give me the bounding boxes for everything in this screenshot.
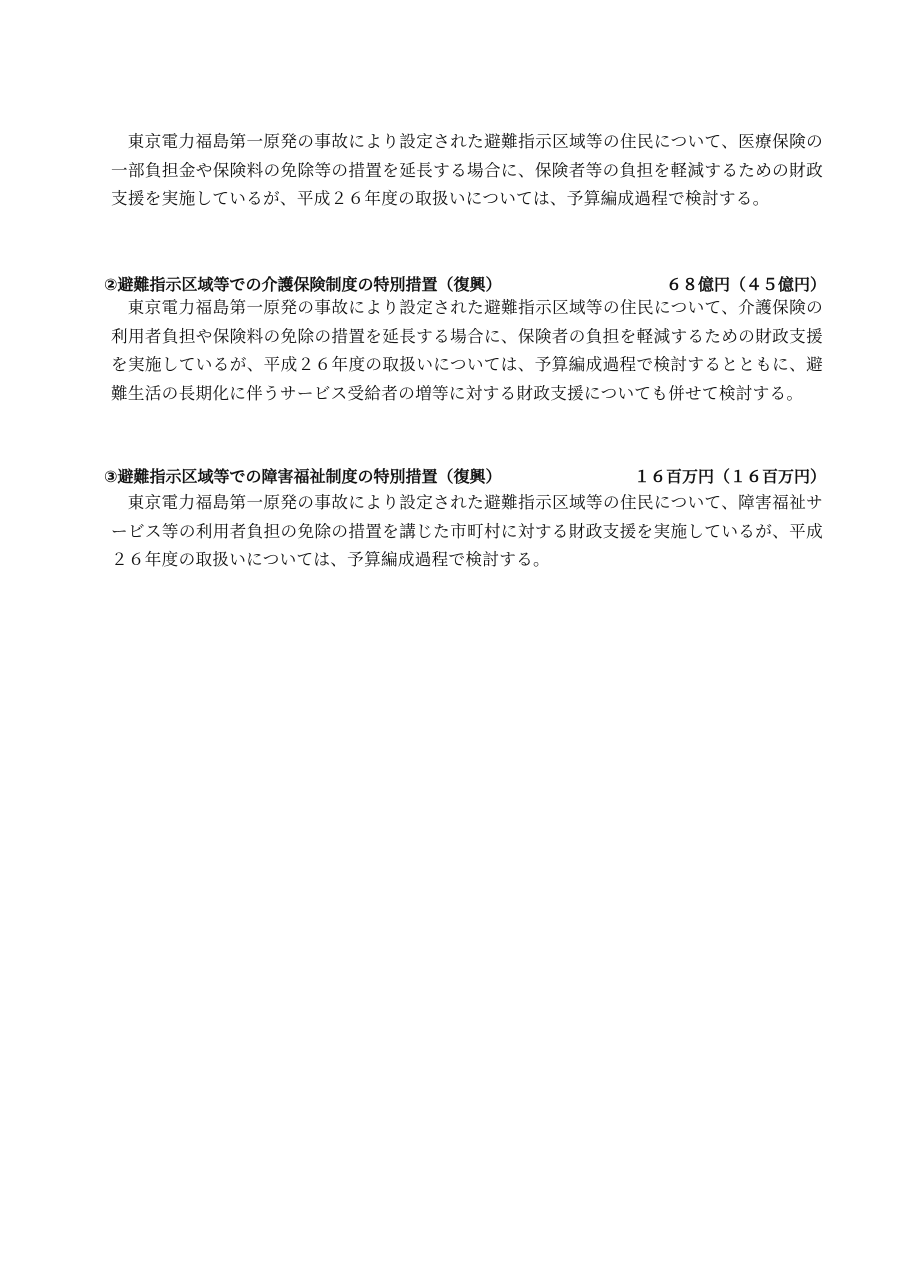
section-3-heading [104, 464, 826, 490]
section-2-amount: ６８億円（４５億円） [665, 275, 826, 294]
section-2-title: ②避難指示区域等での介護保険制度の特別措置（復興） [104, 275, 502, 294]
section-3-title: ③避難指示区域等での障害福祉制度の特別措置（復興） [104, 467, 502, 486]
section-1-body: 東京電力福島第一原発の事故により設定された避難指示区域等の住民について、医療保険の一部負担金や保険料の免除等の措置を延長する場合に、保険者等の負担を軽減するための財政支援を実施しているが、平成２６年度の取扱いについては、予算編成過程で検討する。 [111, 132, 823, 208]
section-3-body: 東京電力福島第一原発の事故により設定された避難指示区域等の住民について、障害福祉サービス等の利用者負担の免除の措置を講じた市町村に対する財政支援を実施しているが、平成２６年度の取扱いについては、予算編成過程で検討する。 [111, 493, 823, 569]
section-2-body: 東京電力福島第一原発の事故により設定された避難指示区域等の住民について、介護保険の利用者負担や保険料の免除の措置を延長する場合に、保険者の負担を軽減するための財政支援を実施しているが、平成２６年度の取扱いについては、予算編成過程で検討するとともに、避難生活の長期化に伴うサービス受給者の増等に対する財政支援についても併せて検討する。 [111, 298, 823, 403]
section-3-amount: １６百万円（１６百万円） [633, 467, 826, 486]
